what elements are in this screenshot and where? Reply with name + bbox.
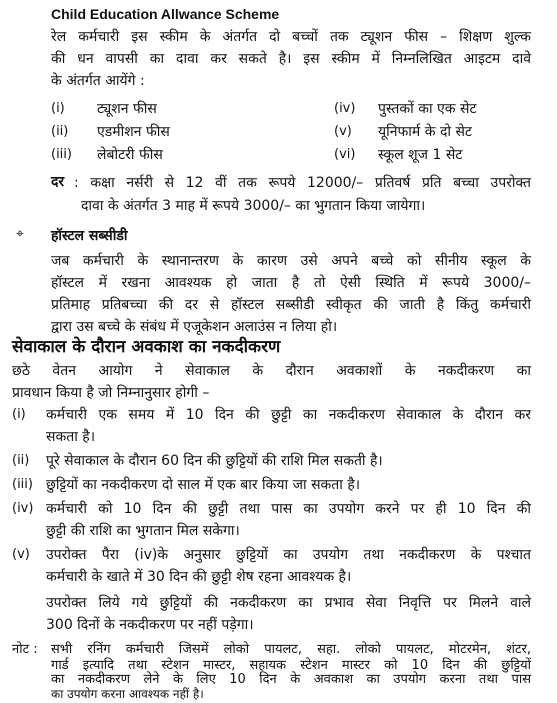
note-line: का उपयोग करना आवश्यक नहीं है। <box>51 687 204 701</box>
note-label: नोट : <box>12 642 38 657</box>
item-label: (ii) <box>51 124 69 139</box>
hostel-line: प्रतिमाह प्रतिबच्चा की दर से हॉस्टल सब्सीडी स्वीकृत की जाती है किंतु कर्मचारी <box>51 297 531 313</box>
allowance-intro-line: की धन वापसी का दावा कर सकते है। इस स्कीम में निम्नलिखित आइटम दावे <box>51 51 531 67</box>
point-label: (i) <box>12 407 26 422</box>
leave-intro-line: छठे वेतन आयोग ने सेवाकाल के दौरान अवकाशों के नकदीकरण का <box>12 363 531 379</box>
extra-line: उपरोक्त लिये गये छुट्टियों की नकदीकरण का प्रभाव सेवा निवृत्ति पर मिलने वाले <box>46 595 531 611</box>
item-label: (iv) <box>334 101 356 116</box>
item-text: पुस्तकों का एक सेट <box>378 101 477 117</box>
note-line: सभी रनिंग कर्मचारी जिसमें लोको पायलट, सहा. लोको पायलट, मोटरमेन, शंटर, <box>51 642 531 657</box>
point-line: कर्मचारी के खाते में 30 दिन की छुट्टी शेष रहना आवश्यक है। <box>46 569 352 585</box>
note-line: गार्ड इत्यादि तथा स्टेशन मास्टर, सहायक स्टेशन मास्टर को 10 दिन की छुट्टियों <box>51 658 531 673</box>
rate-line: दावा के अंतर्गत 3 माह में रूपये 3000/– का भुगतान किया जायेगा। <box>81 198 426 214</box>
point-label: (ii) <box>12 453 30 468</box>
allowance-intro-line: के अंतर्गत आयेंगे : <box>51 73 145 89</box>
allowance-title: Child Education Allwance Scheme <box>51 6 280 22</box>
rate-label: दर <box>51 174 65 190</box>
point-label: (iii) <box>12 477 33 492</box>
point-label: (iv) <box>12 501 34 516</box>
hostel-line: हॉस्टल में रखना आवश्यक हो जाता है तो ऐसी स्थिति में रूपये 3000/– <box>51 275 531 291</box>
crosshair-bullet-icon: ⌖ <box>16 226 24 242</box>
item-text: लेबोटरी फीस <box>97 147 163 163</box>
item-label: (iii) <box>51 147 72 162</box>
note-line: का नकदीकरण लेने के लिए 10 दिन के अवकाश का उपयोग करना तथा पास <box>51 672 531 687</box>
item-label: (i) <box>51 101 65 116</box>
point-line: छुट्टियों का नकदीकरण दो साल में एक बार किया जा सकता है। <box>46 477 361 493</box>
item-text: यूनिफार्म के दो सेट <box>378 124 472 140</box>
item-text: एडमीशन फीस <box>97 124 170 140</box>
point-line: उपरोक्त पैरा (iv)के अनुसार छुट्टियों का उपयोग तथा नकदीकरण के पश्चात <box>46 547 531 563</box>
hostel-title: हॉस्टल सब्सीडी <box>51 228 128 244</box>
allowance-intro-line: रेल कर्मचारी इस स्कीम के अंतर्गत दो बच्चों तक ट्यूशन फीस – शिक्षण शुल्क <box>51 29 531 45</box>
item-text: स्कूल शूज 1 सेट <box>378 147 463 163</box>
point-line: छुट्टी की राशि का भुगतान मिल सकेगा। <box>46 523 240 539</box>
point-line: सकता है। <box>46 429 96 445</box>
point-line: पूरे सेवाकाल के दौरान 60 दिन की छुट्टियों की राशि मिल सकती है। <box>46 453 383 469</box>
item-label: (vi) <box>334 147 356 162</box>
point-line: कर्मचारी एक समय में 10 दिन की छुट्टी का नकदीकरण सेवाकाल के दौरान कर <box>46 407 531 423</box>
extra-line: 300 दिनों के नकदीकरण पर नहीं पड़ेगा। <box>46 617 254 633</box>
leave-section-title: सेवाकाल के दौरान अवकाश का नकदीकरण <box>12 337 281 357</box>
item-label: (v) <box>334 124 352 139</box>
leave-intro-line: प्रावधान किया है जो निम्नानुसार होगी – <box>12 385 210 401</box>
hostel-line: द्वारा उस बच्चे के संबंध में एजूकेशन अलाउंस न लिया हो। <box>51 319 338 335</box>
rate-line: : कक्षा नर्सरी से 12 वीं तक रूपये 12000/– प्रतिवर्ष प्रति बच्चा उपरोक्त <box>74 175 531 191</box>
point-label: (v) <box>12 547 30 562</box>
point-line: कर्मचारी को 10 दिन की छुट्टी तथा पास का उपयोग करने पर ही 10 दिन की <box>46 501 531 517</box>
item-text: ट्यूशन फीस <box>97 101 157 117</box>
hostel-line: जब कर्मचारी के स्थानान्तरण के कारण उसे अपने बच्चे को सीनीय स्कूल के <box>51 253 531 269</box>
